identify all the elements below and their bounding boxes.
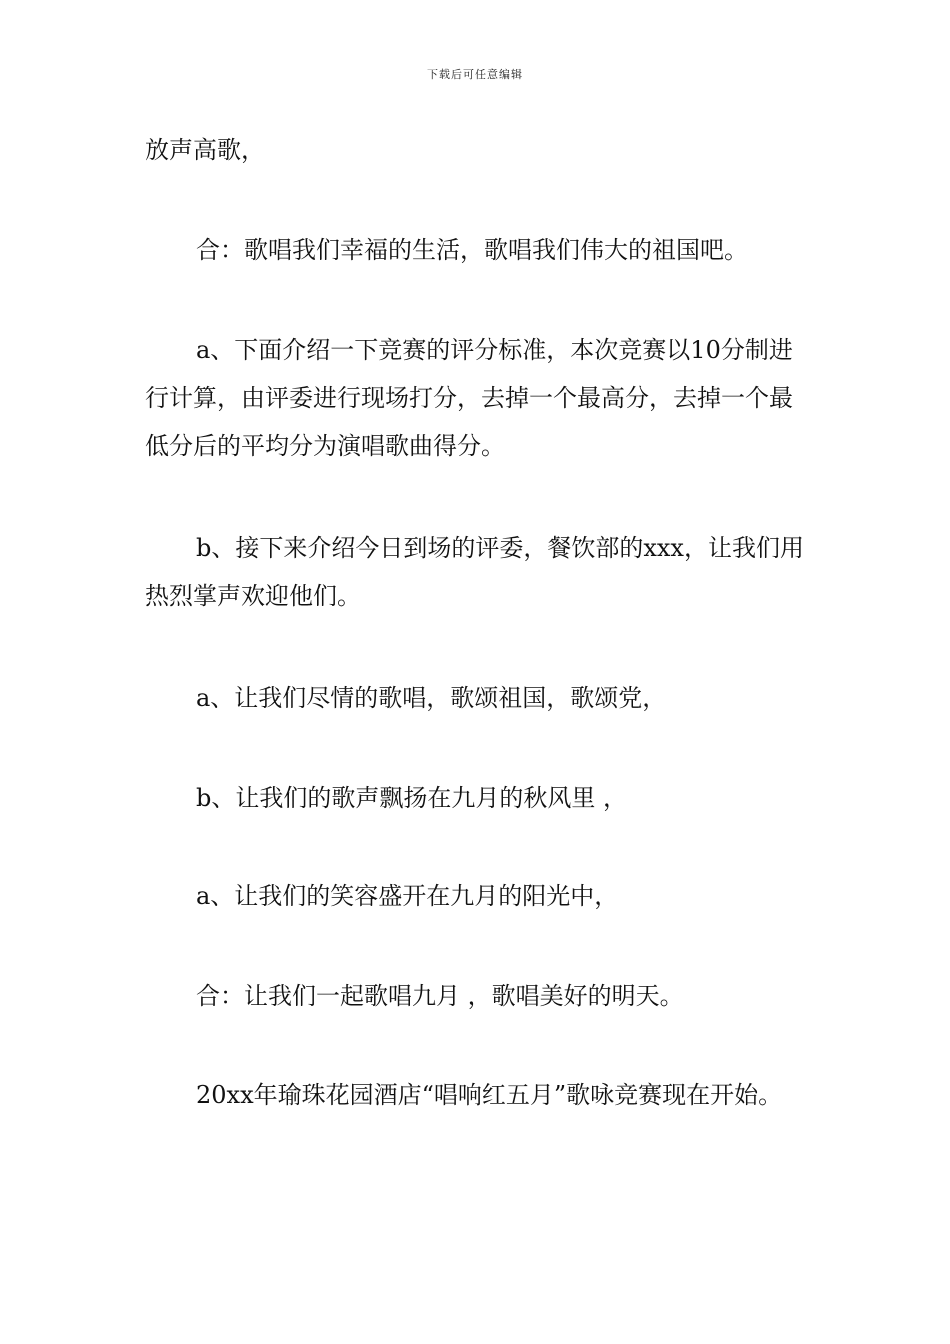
paragraph-5: a、让我们尽情的歌唱，歌颂祖国，歌颂党， [196, 684, 667, 712]
paragraph-8: 合：让我们一起歌唱九月 ，歌唱美好的明天。 [196, 982, 684, 1010]
paragraph-1: 放声高歌， [145, 136, 265, 164]
paragraph-4: b、接下来介绍今日到场的评委，餐饮部的xxx，让我们用热烈掌声欢迎他们。 [145, 534, 804, 610]
paragraph-3: a、下面介绍一下竞赛的评分标准，本次竞赛以10分制进行计算，由评委进行现场打分，去掉一个最高分，去掉一个最低分后的平均分为演唱歌曲得分。 [145, 336, 793, 460]
paragraph-6: b、让我们的歌声飘扬在九月的秋风里 ， [196, 784, 627, 812]
page-header: 下载后可任意编辑 [427, 68, 523, 81]
paragraph-7: a、让我们的笑容盛开在九月的阳光中， [196, 882, 619, 910]
paragraph-2: 合：歌唱我们幸福的生活，歌唱我们伟大的祖国吧。 [196, 236, 748, 264]
paragraph-9: 20xx年瑜珠花园酒店“唱响红五月”歌咏竞赛现在开始。 [196, 1081, 783, 1109]
